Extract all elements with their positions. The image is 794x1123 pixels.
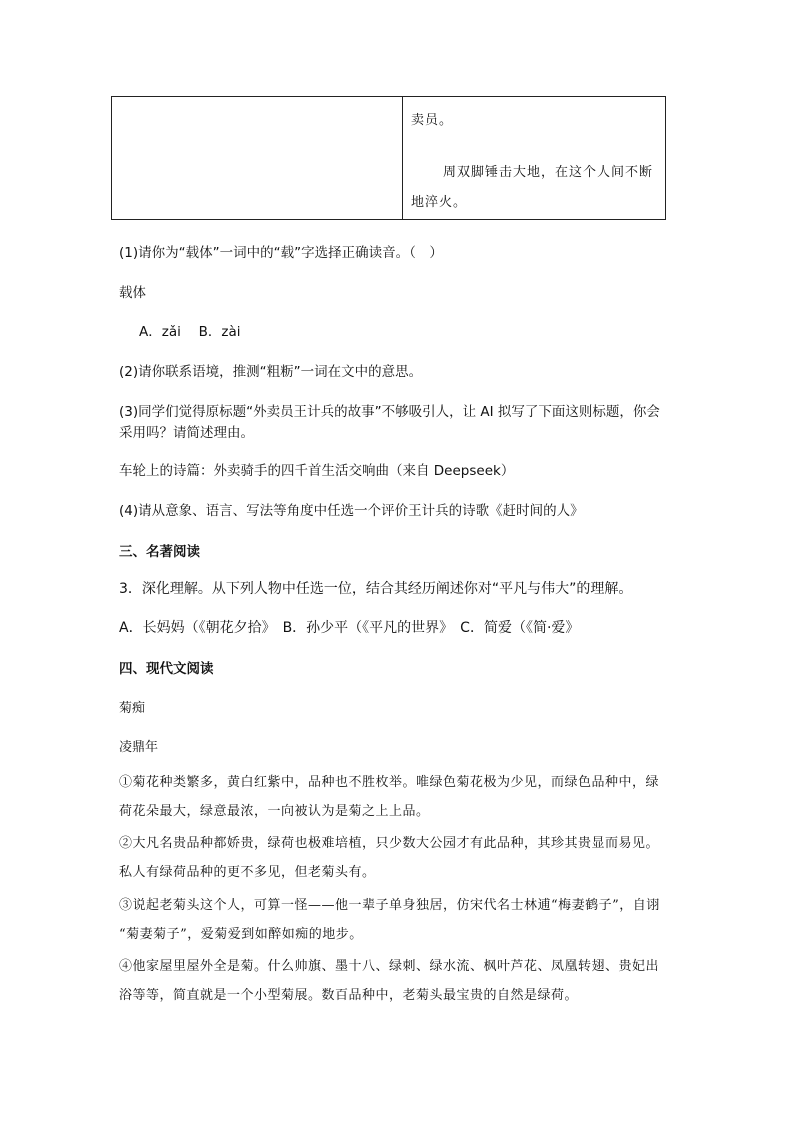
task-3: 3．深化理解。从下列人物中任选一位，结合其经历阐述你对“平凡与伟大”的理解。 (119, 581, 633, 597)
question-1-word: 载体 (119, 285, 146, 301)
paragraph-line: ②大凡名贵品种都娇贵，绿荷也极难培植，只少数大公园才有此品种，其珍其贵显而易见。 (119, 836, 660, 851)
question-1-options: A．zǎi B．zài (139, 324, 241, 340)
paragraph-line: 浴等等，简直就是一个小型菊展。数百品种中，老菊头最宝贵的自然是绿荷。 (119, 988, 579, 1003)
article-paragraph-4 (119, 952, 675, 1010)
table-text-line: 周双脚锤击大地，在这个人间不断 (443, 165, 654, 180)
paragraph-line: 荷花朵最大，绿意最浓，一向被认为是菊之上上品。 (119, 804, 430, 819)
article-paragraph-3 (119, 891, 675, 949)
paragraph-line: ①菊花种类繁多，黄白红紫中，品种也不胜枚举。唯绿色菊花极为少见，而绿色品种中，绿 (119, 775, 660, 790)
table-cell-left (112, 97, 403, 219)
paragraph-line: ④他家屋里屋外全是菊。什么帅旗、墨十八、绿刺、绿水流、枫叶芦花、凤凰转翅、贵妃出 (119, 959, 660, 974)
article-paragraph-1 (119, 768, 675, 826)
ai-title: 车轮上的诗篇：外卖骑手的四千首生活交响曲（来自 Deepseek） (119, 463, 515, 479)
paragraph-line: 私人有绿荷品种的更不多见，但老菊头有。 (119, 865, 376, 880)
paragraph-line: ③说起老菊头这个人，可算一怪——他一辈子单身独居，仿宋代名士林逋“梅妻鹤子”，自诩 (119, 898, 660, 913)
question-1: (1)请你为“载体”一词中的“载”字选择正确读音。（ ） (119, 245, 443, 261)
question-2: (2)请你联系语境，推测“粗粝”一词在文中的意思。 (119, 364, 423, 380)
question-3-line1: (3)同学们觉得原标题“外卖员王计兵的故事”不够吸引人，让 AI 拟写了下面这则标题，你会 (119, 404, 660, 420)
table-text-line: 卖员。 (411, 113, 454, 128)
table-cell-right (403, 97, 665, 219)
article-paragraph-2 (119, 829, 675, 887)
section-heading-3: 三、名著阅读 (119, 544, 200, 560)
article-title: 菊痴 (119, 701, 146, 716)
table-text-line: 地淬火。 (411, 195, 468, 210)
poem-table (111, 96, 666, 220)
task-3-options: A．长妈妈（《朝花夕拾》 B．孙少平（《平凡的世界》 C．简爱（《简·爱》 (119, 620, 580, 636)
question-3-line2: 采用吗？请简述理由。 (119, 425, 254, 441)
section-heading-4: 四、现代文阅读 (119, 661, 214, 677)
paragraph-line: “菊妻菊子”，爱菊爱到如醉如痴的地步。 (119, 927, 363, 942)
question-4: (4)请从意象、语言、写法等角度中任选一个评价王计兵的诗歌《赶时间的人》 (119, 503, 584, 519)
article-author: 凌鼎年 (119, 740, 159, 755)
